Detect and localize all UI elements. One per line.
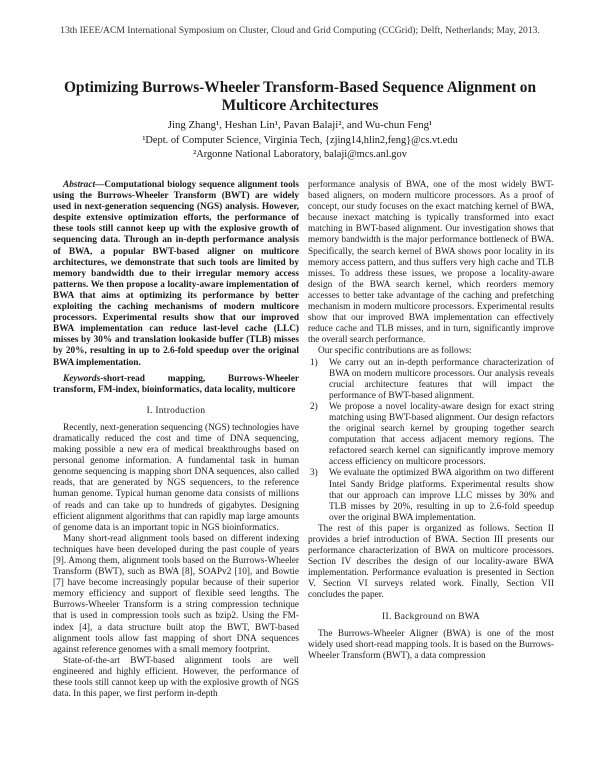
intro-paragraph-1: Recently, next-generation sequencing (NGS) technologies have dramatically reduced the cost and time of DNA sequencing, making possible a new era of medical breakthroughs based on personal genome information. A fundamental task in human genome sequencing is mapping short DNA sequences, also called reads, that are generated by NGS sequencers, to the reference human genome. Typical human genome data consists of millions of reads and can take up to hundreds of gigabytes. Designing efficient alignment algorithms that can rapidly map large amounts of genome data is an important topic in NGS bioinformatics. (53, 422, 299, 533)
affiliation-1: ¹Dept. of Computer Science, Virginia Tech, {zjing14,hlin2,feng}@cs.vt.edu (142, 135, 458, 146)
contributions-list (308, 358, 554, 524)
paper-title: Optimizing Burrows-Wheeler Transform-Based Sequence Alignment on Multicore Architectures (63, 79, 537, 114)
left-column (53, 180, 299, 700)
list-item-text: We evaluate the optimized BWA algorithm on two different Intel Sandy Bridge platforms. Experimental results show that our approach can improve LLC misses by 30% and TLB misses by 20%, resulting in up to 2.6-fold speedup over the original BWA implementation. (329, 468, 554, 523)
abstract (53, 180, 299, 369)
section-heading-introduction: I. Introduction (146, 405, 206, 416)
affiliation-2: ²Argonne National Laboratory, balaji@mcs.anl.gov (193, 149, 407, 160)
list-item-number: 3) (310, 468, 318, 479)
intro-paragraph-3: State-of-the-art BWT-based alignment tools are well engineered and highly efficient. However, the performance of these tools still cannot keep up with the explosive growth of NGS data. In this paper, we first perform in-depth (53, 655, 299, 700)
conference-note: 13th IEEE/ACM International Symposium on Cluster, Cloud and Grid Computing (CCGrid); Delft, Netherlands; May, 2013. (60, 25, 540, 36)
list-item (308, 402, 554, 469)
section-heading-background: II. Background on BWA (382, 611, 480, 622)
list-item-text: We propose a novel locality-aware design for exact string matching using BWT-based alignment. Our design refactors the original search kernel by grouping together search computation that access adjacent memory regions. The refactored search kernel can significantly improve memory access efficiency on multicore processors. (329, 401, 554, 468)
author-list: Jing Zhang¹, Heshan Lin¹, Pavan Balaji², and Wu-chun Feng¹ (167, 119, 433, 131)
list-item (308, 468, 554, 523)
right-column (308, 180, 554, 662)
organization-paragraph: The rest of this paper is organized as follows. Section II provides a brief introduction of BWA. Section III presents our performance characterization of BWA on multicore processors. Section IV describes the design of our locality-aware BWA implementation. Performance evaluation is presented in Section V. Section VI surveys related work. Finally, Section VII concludes the paper. (308, 523, 554, 601)
list-item-number: 2) (310, 401, 318, 412)
abstract-text: Computational biology sequence alignment tools using the Burrows-Wheeler Transform (BWT) are widely used in next-generation sequencing (NGS) analysis. However, despite extensive optimization efforts, the performance of these tools still cannot keep up with the explosive growth of sequencing data. Through an in-depth performance analysis of BWA, a popular BWT-based aligner on multicore architectures, we demonstrate that such tools are limited by memory bandwidth due to their irregular memory access patterns. We then propose a locality-aware implementation of BWA that aims at optimizing its performance by better exploiting the caching mechanisms of modern multicore processors. Experimental results show that our improved BWA implementation can reduce last-level cache (LLC) misses by 30% and translation lookaside buffer (TLB) misses by 20%, resulting in up to 2.6-fold speedup over the original BWA implementation. (53, 180, 299, 368)
intro-paragraph-2: Many short-read alignment tools based on different indexing techniques have been developed during the past couple of years [9]. Among them, alignment tools based on the Burrows-Wheeler Transform (BWT), such as BWA [8], SOAPv2 [10], and Bowtie [7] have become increasingly popular because of their superior memory efficiency and support of flexible seed lengths. The Burrows-Wheeler Transform is a string compression technique that is used in compression tools such as bzip2. Using the FM-index [4], a data structure built atop the BWT, BWT-based alignment tools allow fast mapping of short DNA sequences against reference genomes with a small memory footprint. (53, 533, 299, 655)
keywords-label: Keywords (63, 373, 101, 384)
list-item-number: 1) (310, 357, 318, 368)
intro-paragraph-4: performance analysis of BWA, one of the most widely BWT-based aligners, on modern multicore processors. As a proof of concept, our study focuses on the exact matching kernel of BWA, because inexact matching is typically transformed into exact matching in BWT-based alignment. Our investigation shows that memory bandwidth is the major performance bottleneck of BWA. Specifically, the search kernel of BWA shows poor locality in its memory access pattern, and thus suffers very high cache and TLB misses. To address these issues, we propose a locality-aware design of the BWA search kernel, which reorders memory accesses to better take advantage of the caching and prefetching mechanism in modern multicore processors. Experimental results show that our improved BWA implementation can effectively reduce cache and TLB misses, and in turn, significantly improve the overall search performance. (308, 180, 554, 346)
keywords-text: -short-read mapping, Burrows-Wheeler transform, FM-index, bioinformatics, data locality, multicore (53, 373, 299, 395)
list-item-text: We carry out an in-depth performance characterization of BWA on modern multicore processors. Our analysis reveals crucial architecture features that will impact the performance of BWT-based alignment. (329, 357, 554, 401)
background-paragraph-1: The Burrows-Wheeler Aligner (BWA) is one of the most widely used short-read mapping tools. It is based on the Burrows-Wheeler Transform (BWT), a data compression (308, 628, 554, 661)
list-item (308, 358, 554, 402)
contributions-intro: Our specific contributions are as follows: (318, 346, 472, 357)
keywords (53, 374, 299, 396)
abstract-label: Abstract— (63, 180, 105, 190)
